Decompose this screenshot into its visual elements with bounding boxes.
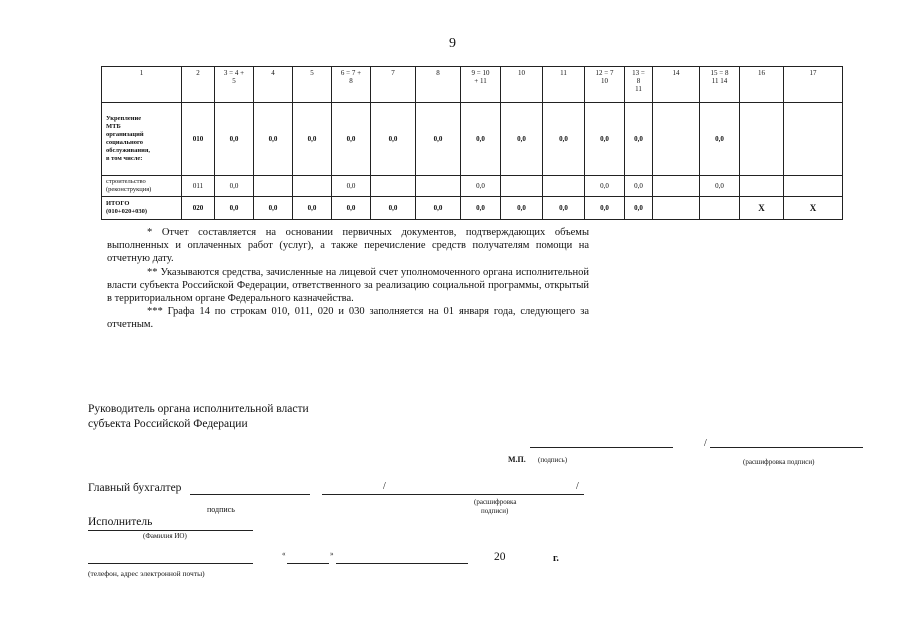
table-cell: 011 (182, 176, 215, 197)
table-cell: 0,0 (700, 103, 740, 176)
table-cell: 0,0 (585, 176, 625, 197)
date-quote-open: « (282, 550, 286, 558)
head-signature-line (530, 447, 673, 448)
table-cell: 020 (182, 197, 215, 220)
table-cell: 0,0 (625, 197, 653, 220)
table-cell: 0,0 (625, 176, 653, 197)
column-header: 2 (182, 67, 215, 103)
table-cell: Х (740, 197, 784, 220)
table-cell: 0,0 (461, 197, 501, 220)
decoding-caption-a: (расшифровка (474, 498, 517, 506)
table-cell: 0,0 (215, 197, 254, 220)
row-label: строительство (реконструкция) (102, 176, 182, 197)
date-month-line (336, 563, 468, 564)
table-cell (543, 176, 585, 197)
footnotes (107, 226, 589, 332)
phone-email-caption: (телефон, адрес электронной почты) (88, 569, 205, 578)
table-cell: 0,0 (416, 103, 461, 176)
column-header: 12 = 7 10 (585, 67, 625, 103)
head-title-line2: субъекта Российской Федерации (88, 418, 248, 430)
decoding-caption-b: подписи) (481, 507, 509, 515)
column-header: 1 (102, 67, 182, 103)
table-cell: 010 (182, 103, 215, 176)
phone-email-line (88, 563, 253, 564)
column-header: 16 (740, 67, 784, 103)
table-cell (416, 176, 461, 197)
head-title-line1: Руководитель органа исполнительной власти (88, 403, 309, 415)
table-cell: 0,0 (501, 197, 543, 220)
row-label: Укрепление МТБ организаций социального обслуживания, в том числе: (102, 103, 182, 176)
slash-separator: / (704, 438, 707, 449)
column-header: 13 = 8 11 (625, 67, 653, 103)
table-cell (700, 197, 740, 220)
executor-name-caption: (Фамилия ИО) (143, 532, 187, 540)
table-cell: 0,0 (332, 197, 371, 220)
table-cell (371, 176, 416, 197)
report-table (101, 66, 843, 220)
row-label: ИТОГО (010+020+030) (102, 197, 182, 220)
date-year-suffix: г. (553, 553, 559, 564)
slash-separator: / (576, 481, 579, 492)
table-cell: 0,0 (461, 176, 501, 197)
table-cell: 0,0 (371, 103, 416, 176)
footnote-1: * Отчет составляется на основании первичных документов, подтверждающих объемы выполненных и оплаченных работ (услуг), а также перечисление средств получателям помощи на отчетную дату. (107, 227, 589, 265)
table-cell (740, 103, 784, 176)
table-cell: 0,0 (332, 103, 371, 176)
table-cell: 0,0 (254, 197, 293, 220)
table-cell (293, 176, 332, 197)
date-quote-close: » (330, 550, 334, 558)
column-header: 9 = 10 + 11 (461, 67, 501, 103)
table-cell (784, 176, 843, 197)
table-cell: 0,0 (461, 103, 501, 176)
table-cell: 0,0 (585, 197, 625, 220)
head-decoding-line (710, 447, 863, 448)
table-cell: 0,0 (543, 103, 585, 176)
column-header: 4 (254, 67, 293, 103)
column-header: 14 (653, 67, 700, 103)
column-header: 11 (543, 67, 585, 103)
column-header: 17 (784, 67, 843, 103)
table-cell: Х (784, 197, 843, 220)
table-cell: 0,0 (293, 197, 332, 220)
table-cell (501, 176, 543, 197)
column-header: 7 (371, 67, 416, 103)
table-cell: 0,0 (543, 197, 585, 220)
signature-caption: подпись (207, 505, 235, 514)
table-cell (254, 176, 293, 197)
table-cell: 0,0 (416, 197, 461, 220)
table-cell: 0,0 (254, 103, 293, 176)
table-cell: 0,0 (215, 103, 254, 176)
column-header: 8 (416, 67, 461, 103)
stamp-place-label: М.П. (508, 455, 526, 464)
date-day-line (287, 563, 329, 564)
table-cell: 0,0 (332, 176, 371, 197)
table-cell (740, 176, 784, 197)
table-cell: 0,0 (293, 103, 332, 176)
table-cell: 0,0 (585, 103, 625, 176)
accountant-decoding-line (322, 494, 584, 495)
decoding-caption: (расшифровка подписи) (743, 458, 815, 466)
table-cell (784, 103, 843, 176)
column-header: 15 = 8 11 14 (700, 67, 740, 103)
column-header: 10 (501, 67, 543, 103)
table-cell: 0,0 (700, 176, 740, 197)
executor-label: Исполнитель (88, 516, 153, 528)
table-cell: 0,0 (501, 103, 543, 176)
column-header: 5 (293, 67, 332, 103)
date-year-prefix: 20 (494, 551, 506, 563)
table-cell: 0,0 (625, 103, 653, 176)
table-cell (653, 176, 700, 197)
table-cell (653, 103, 700, 176)
accountant-signature-line (190, 494, 310, 495)
table-cell: 0,0 (215, 176, 254, 197)
footnote-3: *** Графа 14 по строкам 010, 011, 020 и 030 заполняется на 01 января года, следующего за отчетным. (107, 306, 589, 331)
slash-separator: / (383, 481, 386, 492)
table-cell (653, 197, 700, 220)
column-header: 3 = 4 + 5 (215, 67, 254, 103)
chief-accountant-label: Главный бухгалтер (88, 482, 182, 494)
signature-caption: (подпись) (538, 456, 568, 464)
table-cell: 0,0 (371, 197, 416, 220)
column-header: 6 = 7 + 8 (332, 67, 371, 103)
executor-name-line (88, 530, 253, 531)
page-number: 9 (449, 36, 456, 51)
footnote-2: ** Указываются средства, зачисленные на лицевой счет уполномоченного органа исполнительной власти субъекта Российской Федерации, ответственного за реализацию социальной программы, открытый в территориальном органе Федерального казначейства. (107, 266, 589, 305)
